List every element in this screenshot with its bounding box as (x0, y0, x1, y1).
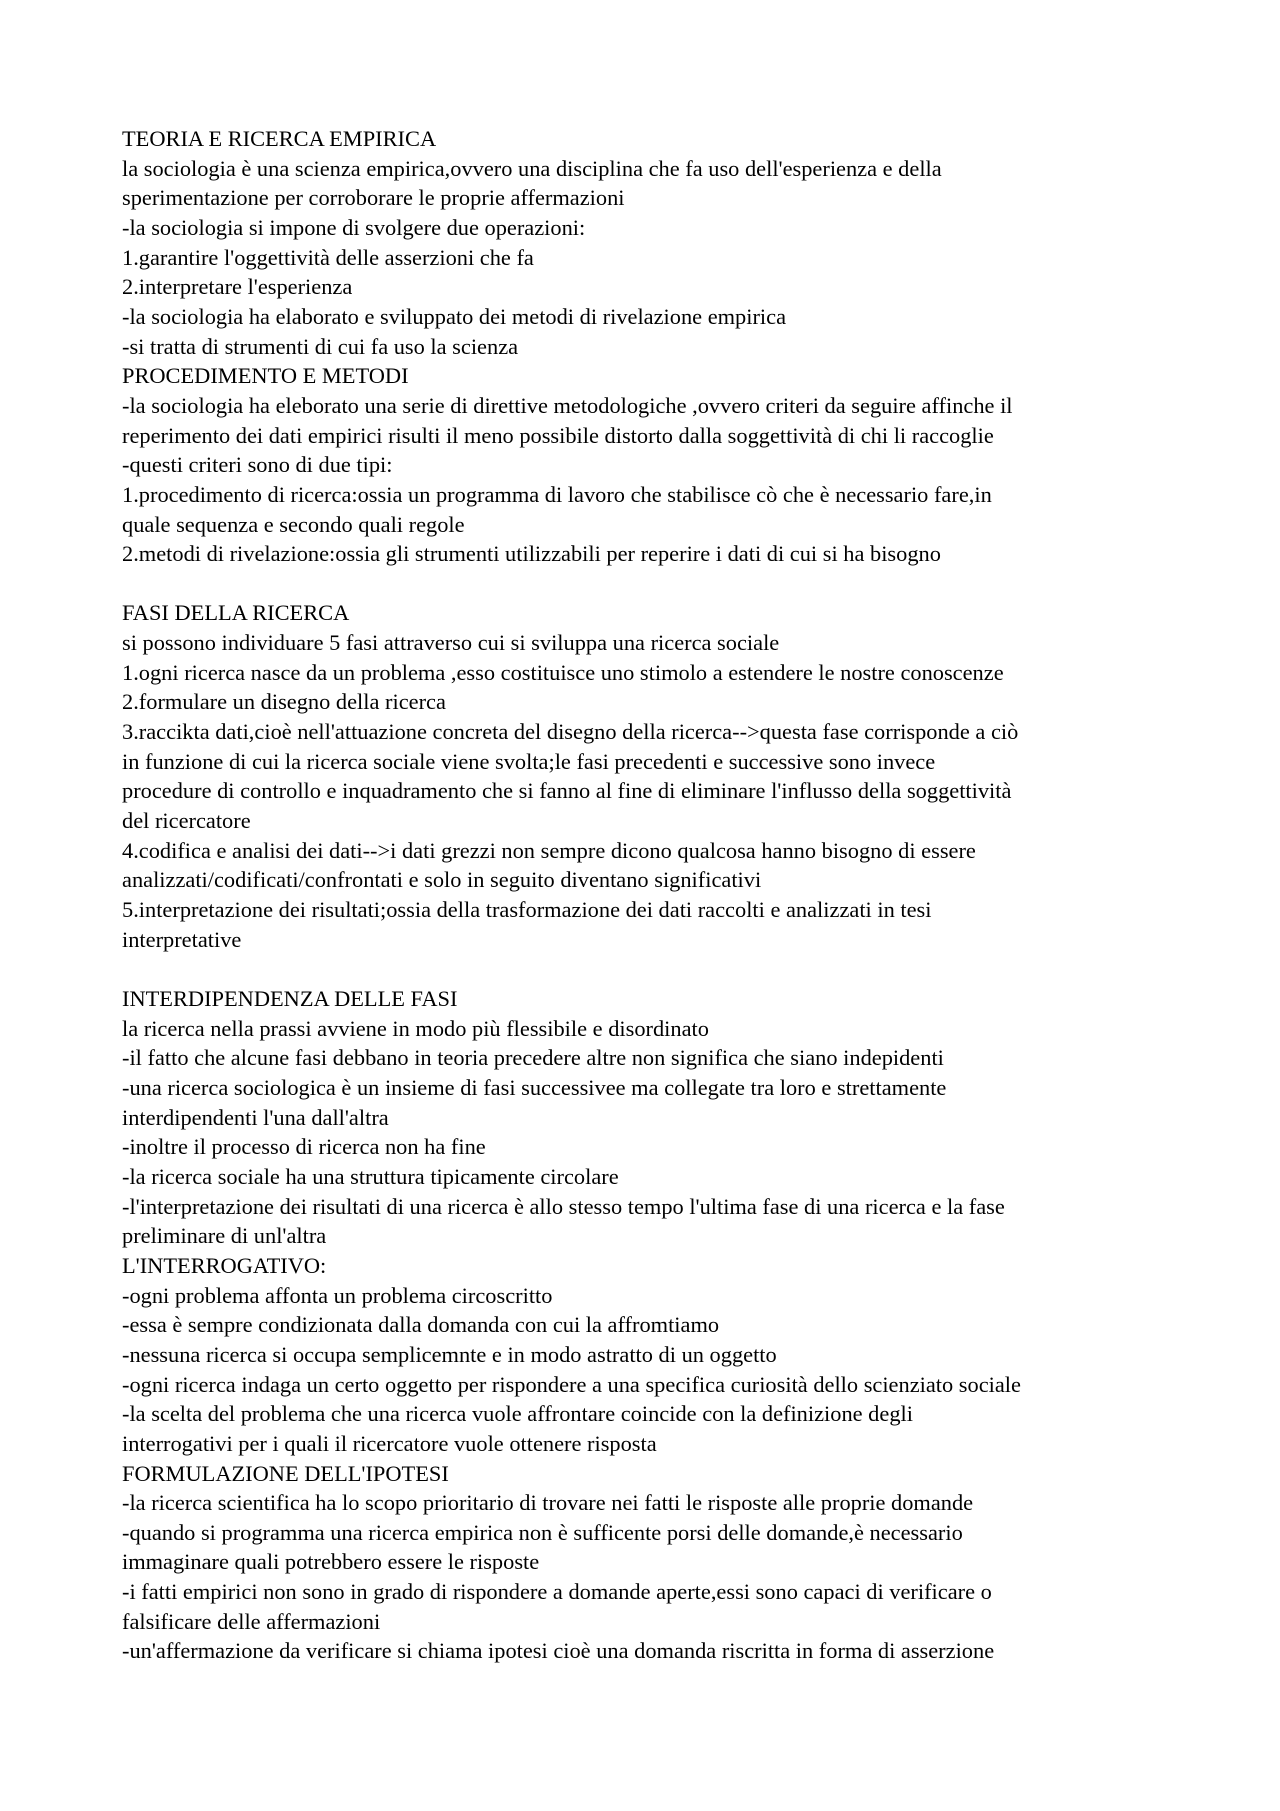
text-line: -la scelta del problema che una ricerca vuole affrontare coincide con la definizione degli (122, 1401, 913, 1427)
text-line: interdipendenti l'una dall'altra (122, 1104, 389, 1130)
text-line: si possono individuare 5 fasi attraverso cui si sviluppa una ricerca sociale (122, 630, 780, 656)
text-line: analizzati/codificati/confrontati e solo in seguito diventano significativi (122, 867, 762, 893)
blank-line (122, 954, 1172, 984)
section-interdipendenza (122, 984, 1172, 1251)
text-line: -l'interpretazione dei risultati di una ricerca è allo stesso tempo l'ultima fase di una ricerca e la fase (122, 1193, 1005, 1219)
text-line: -la ricerca scientifica ha lo scopo prioritario di trovare nei fatti le risposte alle proprie domande (122, 1490, 974, 1516)
text-line: -la sociologia ha eleborato una serie di direttive metodologiche ,ovvero criteri da seguire affinche il (122, 392, 1013, 418)
text-line: la ricerca nella prassi avviene in modo più flessibile e disordinato (122, 1015, 709, 1041)
section-procedimento (122, 361, 1172, 569)
section-heading: FASI DELLA RICERCA (122, 600, 350, 626)
text-line: quale sequenza e secondo quali regole (122, 511, 465, 537)
blank-line (122, 569, 1172, 599)
text-line: procedure di controllo e inquadramento che si fanno al fine di eliminare l'influsso della soggettività (122, 778, 1012, 804)
section-heading: TEORIA E RICERCA EMPIRICA (122, 126, 437, 151)
text-line: interrogativi per i quali il ricercatore vuole ottenere risposta (122, 1430, 657, 1456)
text-line: 2.formulare un disegno della ricerca (122, 689, 446, 715)
text-line: -quando si programma una ricerca empirica non è sufficente porsi delle domande,è necessario (122, 1519, 963, 1545)
text-line: del ricercatore (122, 808, 251, 834)
text-line: -il fatto che alcune fasi debbano in teoria precedere altre non significa che siano indepidenti (122, 1045, 944, 1071)
text-line: 1.garantire l'oggettività delle asserzioni che fa (122, 244, 534, 270)
text-line: -i fatti empirici non sono in grado di rispondere a domande aperte,essi sono capaci di verificare o (122, 1579, 992, 1605)
text-line: 1.procedimento di ricerca:ossia un programma di lavoro che stabilisce cò che è necessario fare,in (122, 481, 992, 507)
text-line: preliminare di unl'altra (122, 1223, 327, 1249)
text-line: -la ricerca sociale ha una struttura tipicamente circolare (122, 1163, 619, 1189)
text-line: la sociologia è una scienza empirica,ovvero una disciplina che fa uso dell'esperienza e della (122, 155, 942, 181)
text-line: in funzione di cui la ricerca sociale viene svolta;le fasi precedenti e successive sono invece (122, 748, 936, 774)
text-line: -nessuna ricerca si occupa semplicemnte e in modo astratto di un oggetto (122, 1341, 777, 1367)
text-line: falsificare delle affermazioni (122, 1608, 381, 1634)
text-line: -la sociologia si impone di svolgere due operazioni: (122, 214, 586, 240)
text-line: -un'affermazione da verificare si chiama ipotesi cioè una domanda riscritta in forma di asserzione (122, 1638, 995, 1664)
text-line: -la sociologia ha elaborato e sviluppato dei metodi di rivelazione empirica (122, 303, 787, 329)
section-teoria (122, 124, 1172, 361)
text-line: immaginare quali potrebbero essere le risposte (122, 1549, 540, 1575)
text-line: 1.ogni ricerca nasce da un problema ,esso costituisce uno stimolo a estendere le nostre conoscenze (122, 659, 1004, 685)
text-line: -ogni ricerca indaga un certo oggetto per rispondere a una specifica curiosità dello scienziato sociale (122, 1371, 1021, 1397)
document-page (122, 124, 1172, 1666)
section-heading: L'INTERROGATIVO: (122, 1252, 327, 1278)
text-line: 2.interpretare l'esperienza (122, 274, 353, 300)
text-line: reperimento dei dati empirici risulti il meno possibile distorto dalla soggettività di chi li raccoglie (122, 422, 994, 448)
section-heading: PROCEDIMENTO E METODI (122, 363, 409, 389)
section-heading: FORMULAZIONE DELL'IPOTESI (122, 1460, 449, 1486)
text-line: -una ricerca sociologica è un insieme di fasi successivee ma collegate tra loro e strettamente (122, 1074, 947, 1100)
text-line: 5.interpretazione dei risultati;ossia della trasformazione dei dati raccolti e analizzati in tesi (122, 897, 932, 923)
text-line: -si tratta di strumenti di cui fa uso la scienza (122, 333, 519, 359)
text-line: interpretative (122, 926, 242, 952)
text-line: 3.raccikta dati,cioè nell'attuazione concreta del disegno della ricerca-->questa fase corrisponde a ciò (122, 719, 1019, 745)
text-line: -questi criteri sono di due tipi: (122, 452, 393, 478)
text-line: -inoltre il processo di ricerca non ha fine (122, 1134, 486, 1160)
text-line: -essa è sempre condizionata dalla domanda con cui la affromtiamo (122, 1312, 720, 1338)
section-interrogativo (122, 1251, 1172, 1459)
section-fasi (122, 598, 1172, 954)
text-line: 4.codifica e analisi dei dati-->i dati grezzi non sempre dicono qualcosa hanno bisogno di essere (122, 837, 976, 863)
text-line: sperimentazione per corroborare le proprie affermazioni (122, 185, 625, 211)
section-ipotesi (122, 1459, 1172, 1667)
text-line: 2.metodi di rivelazione:ossia gli strumenti utilizzabili per reperire i dati di cui si ha bisogno (122, 541, 941, 567)
section-heading: INTERDIPENDENZA DELLE FASI (122, 986, 458, 1011)
text-line: -ogni problema affonta un problema circoscritto (122, 1282, 553, 1308)
